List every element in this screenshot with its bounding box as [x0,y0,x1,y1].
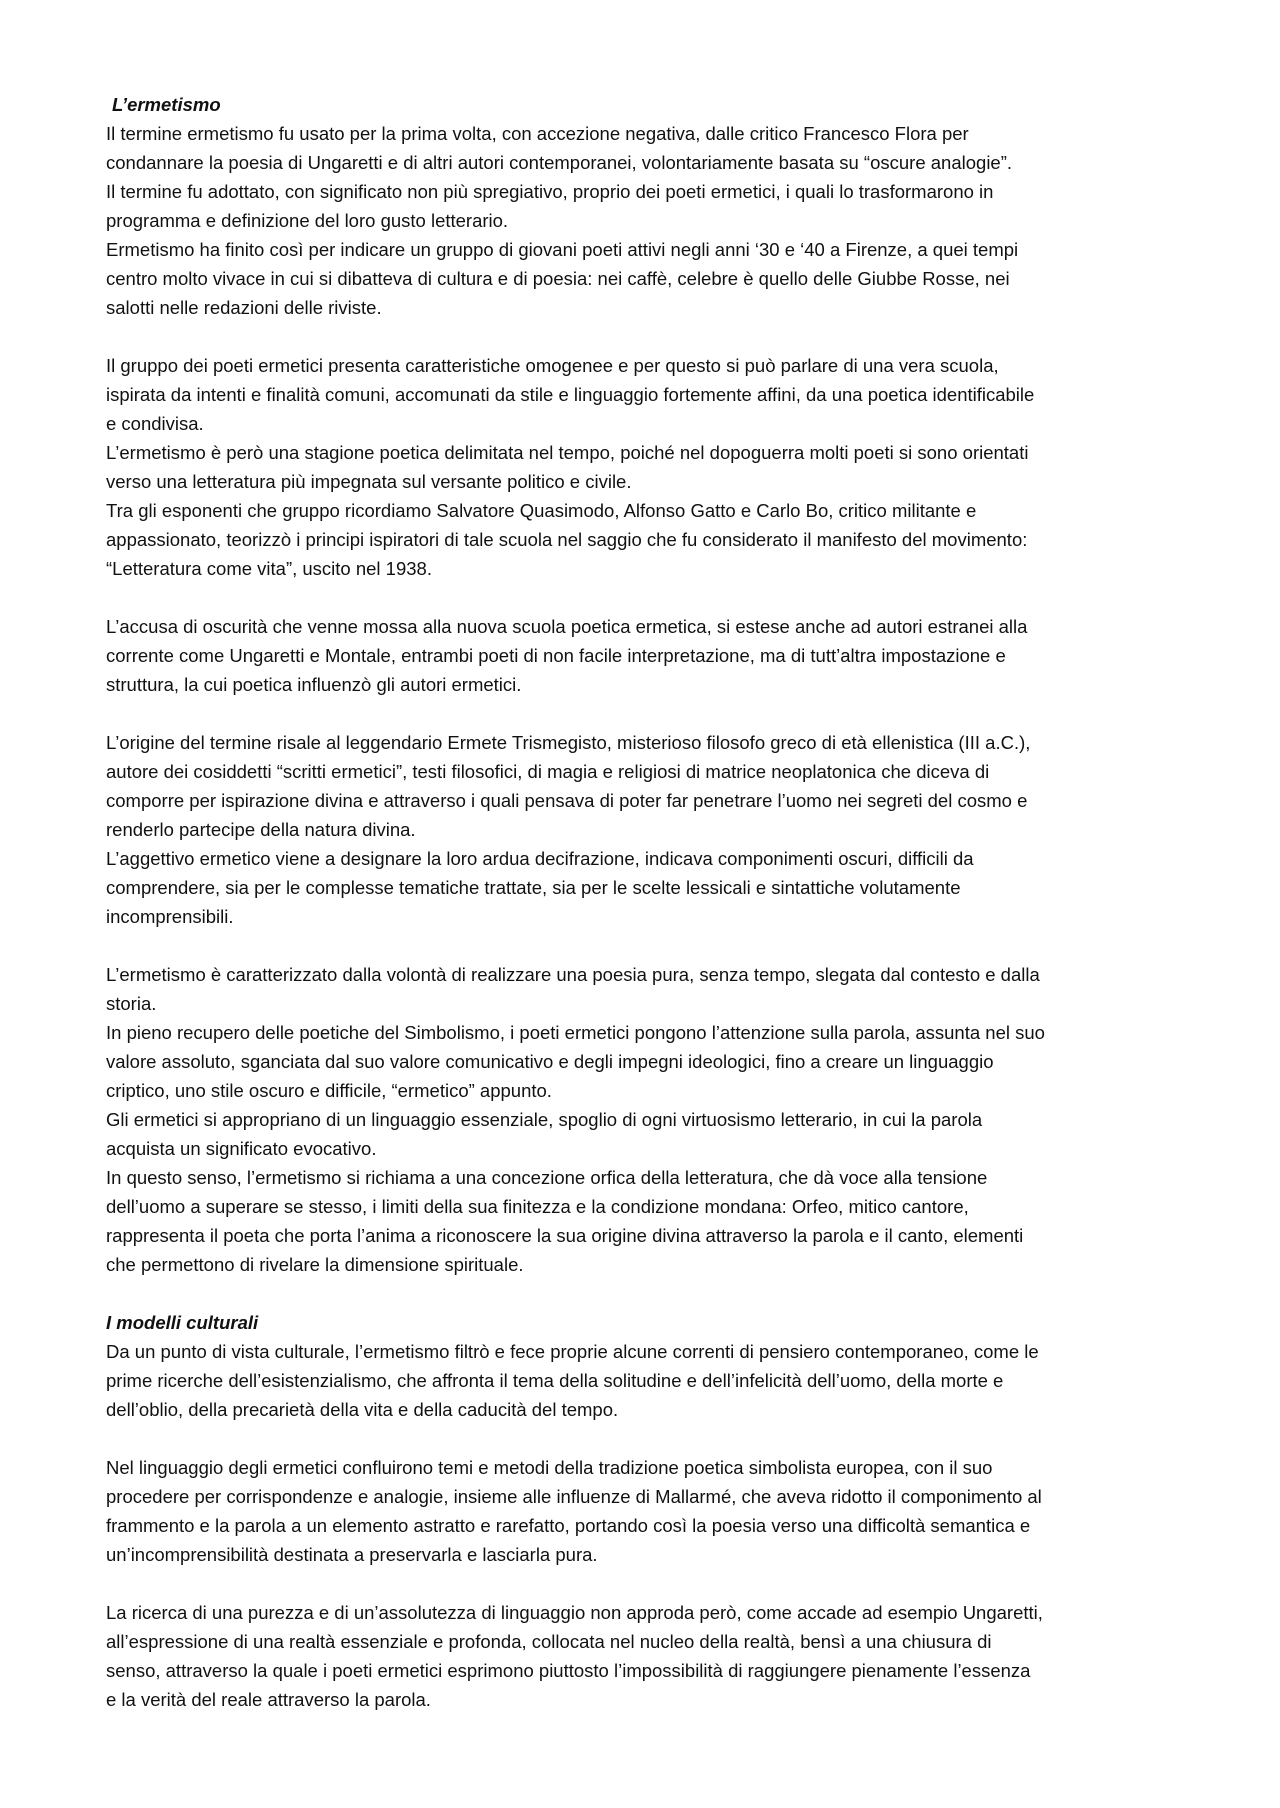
paragraph-accusation: L’accusa di oscurità che venne mossa alla nuova scuola poetica ermetica, si estese anche ad autori estranei alla corrente come Ungaretti e Montale, entrambi poeti di non facile interpretazione, ma di tutt’altra impostazione e struttura, la cui poetica influenzò gli autori ermetici. [106,616,1028,695]
document-title: L’ermetismo [112,94,221,115]
paragraph-spacer [106,931,1206,960]
paragraph-characteristics: L’ermetismo è caratterizzato dalla volontà di realizzare una poesia pura, senza tempo, slegata dal contesto e dalla storia. In pieno recupero delle poetiche del Simbolismo, i poeti ermetici pongono l’attenzione sulla parola, assunta nel suo valore assoluto, sganciata dal suo valore comunicativo e degli impegni ideologici, fino a creare un linguaggio criptico, uno stile oscuro e difficile, “ermetico” appunto. Gli ermetici si appropriano di un linguaggio essenziale, spoglio di ogni virtuosismo letterario, in cui la parola acquista un significato evocativo. In questo senso, l’ermetismo si richiama a una concezione orfica della letteratura, che dà voce alla tensione dell’uomo a superare se stesso, i limiti della sua finitezza e la condizione mondana: Orfeo, mitico cantore, rappresenta il poeta che porta l’anima a riconoscere la sua origine divina attraverso la parola e il canto, elementi che permettono di rivelare la dimensione spirituale. [106,964,1045,1275]
paragraph-spacer [106,699,1206,728]
section-heading-cultural-models: I modelli culturali [106,1312,259,1333]
paragraph-spacer [106,1424,1206,1453]
paragraph-spacer [106,1279,1206,1308]
paragraph-language: Nel linguaggio degli ermetici confluirono temi e metodi della tradizione poetica simbolista europea, con il suo procedere per corrispondenze e analogie, insieme alle influenze di Mallarmé, che aveva ridotto il componimento al frammento e la parola a un elemento astratto e rarefatto, portando così la poesia verso una difficoltà semantica e un’incomprensibilità destinata a preservarla e lasciarla pura. [106,1457,1042,1565]
paragraph-group: Il gruppo dei poeti ermetici presenta caratteristiche omogenee e per questo si può parlare di una vera scuola, ispirata da intenti e finalità comuni, accomunati da stile e linguaggio fortemente affini, da una poetica identificabile e condivisa. L’ermetismo è però una stagione poetica delimitata nel tempo, poiché nel dopoguerra molti poeti si sono orientati verso una letteratura più impegnata sul versante politico e civile. Tra gli esponenti che gruppo ricordiamo Salvatore Quasimodo, Alfonso Gatto e Carlo Bo, critico militante e appassionato, teorizzò i principi ispiratori di tale scuola nel saggio che fu considerato il manifesto del movimento: “Letteratura come vita”, uscito nel 1938. [106,355,1035,579]
paragraph-spacer [106,322,1206,351]
paragraph-origin: L’origine del termine risale al leggendario Ermete Trismegisto, misterioso filosofo greco di età ellenistica (III a.C.), autore dei cosiddetti “scritti ermetici”, testi filosofici, di magia e religiosi di matrice neoplatonica che diceva di comporre per ispirazione divina e attraverso i quali pensava di poter far penetrare l’uomo nei segreti del cosmo e renderlo partecipe della natura divina. L’aggettivo ermetico viene a designare la loro ardua decifrazione, indicava componimenti oscuri, difficili da comprendere, sia per le complesse tematiche trattate, sia per le scelte lessicali e sintattiche volutamente incomprensibili. [106,732,1031,927]
paragraph-spacer [106,583,1206,612]
paragraph-cultural: Da un punto di vista culturale, l’ermetismo filtrò e fece proprie alcune correnti di pensiero contemporaneo, come le prime ricerche dell’esistenzialismo, che affronta il tema della solitudine e dell’infelicità dell’uomo, della morte e dell’oblio, della precarietà della vita e della caducità del tempo. [106,1341,1039,1420]
paragraph-purity: La ricerca di una purezza e di un’assolutezza di linguaggio non approda però, come accade ad esempio Ungaretti, all’espressione di una realtà essenziale e profonda, collocata nel nucleo della realtà, bensì a una chiusura di senso, attraverso la quale i poeti ermetici esprimono piuttosto l’impossibilità di raggiungere pienamente l’essenza e la verità del reale attraverso la parola. [106,1602,1043,1710]
paragraph-spacer [106,1569,1206,1598]
document-page [106,90,1206,1714]
paragraph-intro: Il termine ermetismo fu usato per la prima volta, con accezione negativa, dalle critico Francesco Flora per condannare la poesia di Ungaretti e di altri autori contemporanei, volontariamente basata su “oscure analogie”. Il termine fu adottato, con significato non più spregiativo, proprio dei poeti ermetici, i quali lo trasformarono in programma e definizione del loro gusto letterario. Ermetismo ha finito così per indicare un gruppo di giovani poeti attivi negli anni ‘30 e ‘40 a Firenze, a quei tempi centro molto vivace in cui si dibatteva di cultura e di poesia: nei caffè, celebre è quello delle Giubbe Rosse, nei salotti nelle redazioni delle riviste. [106,123,1019,318]
